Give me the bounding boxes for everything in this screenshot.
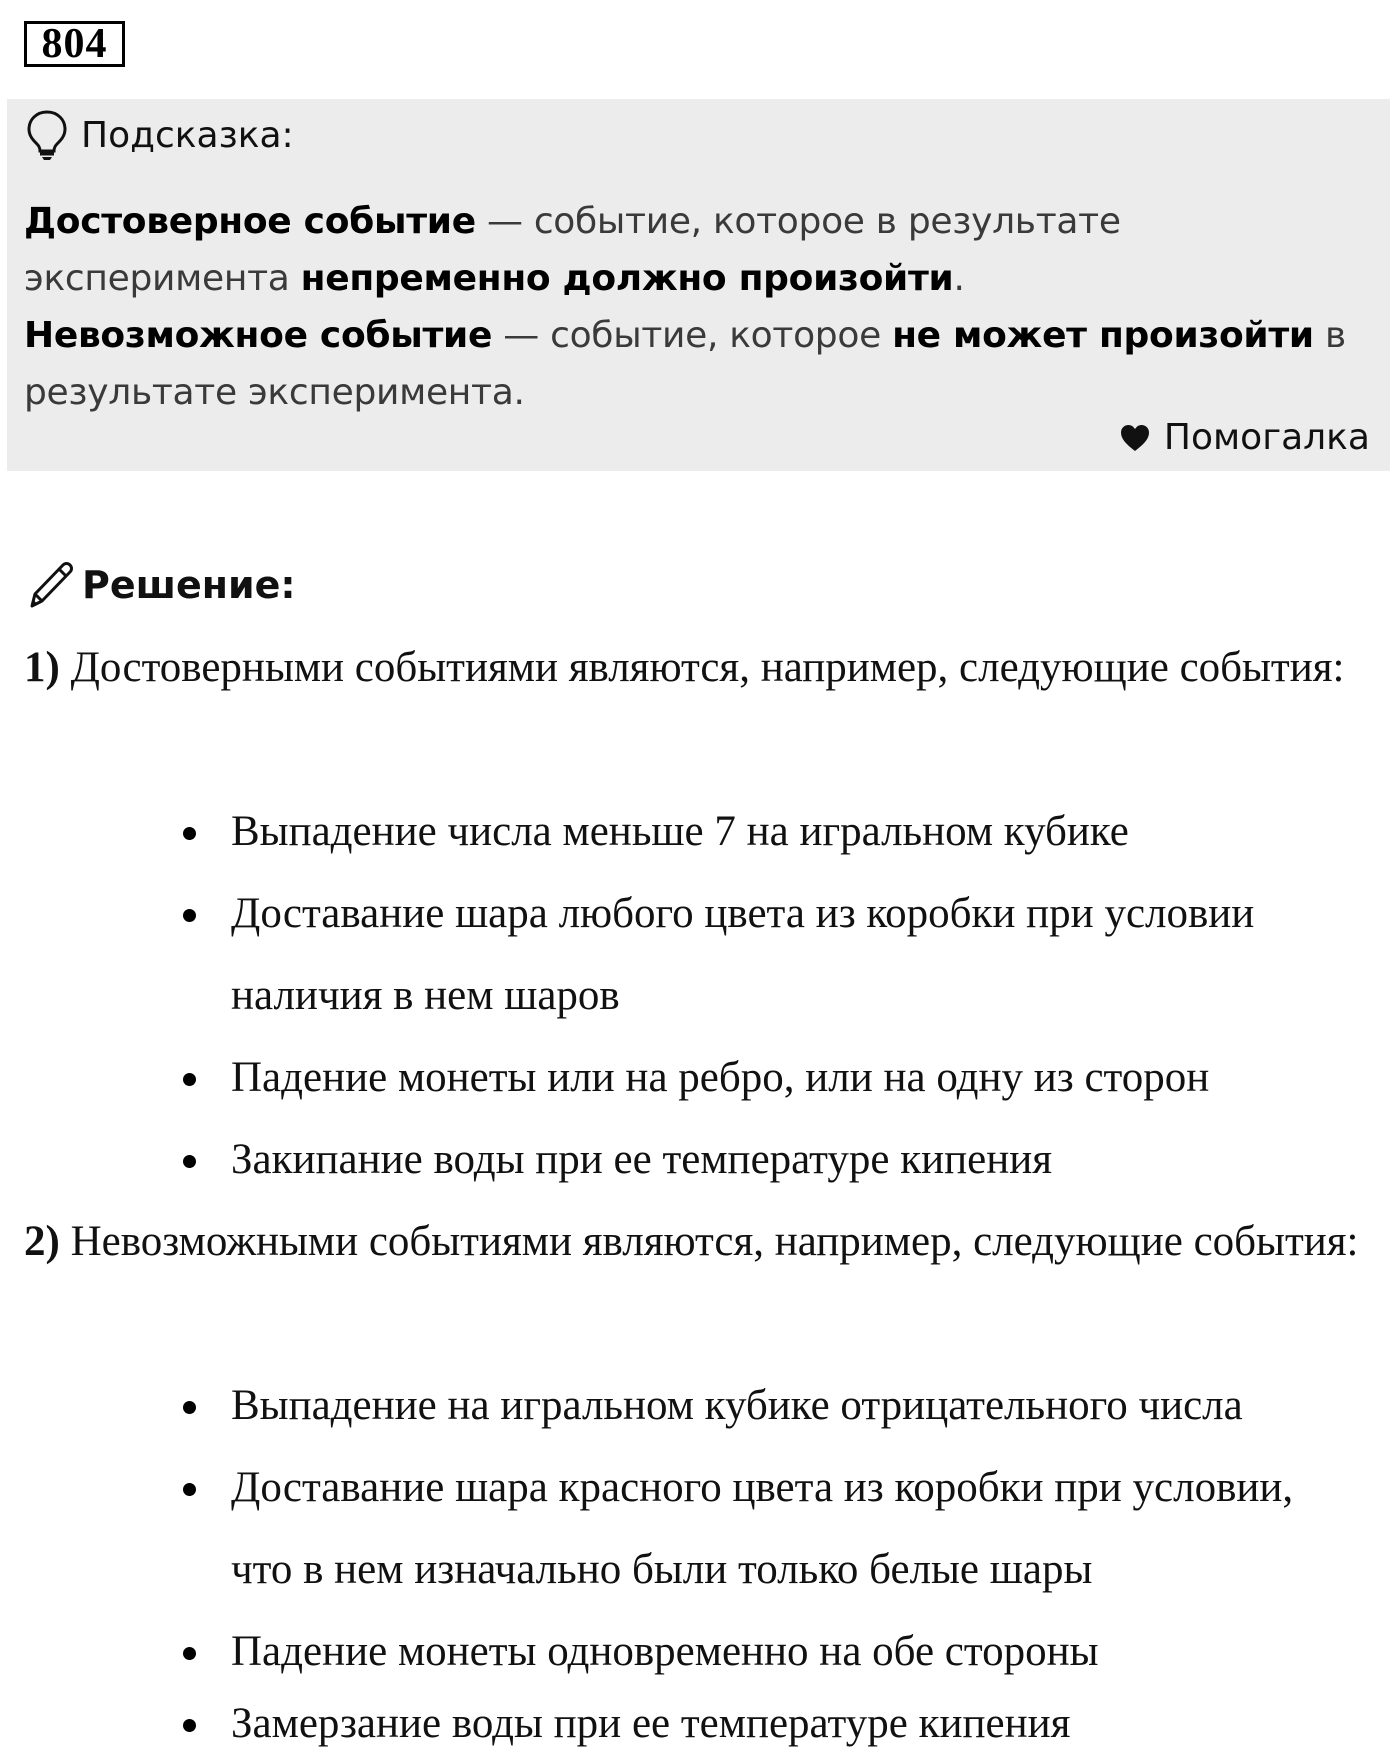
solution-title: Решение: [82,563,296,607]
bullet [183,827,196,840]
part2-intro-text: Невозможными событиями являются, например, следующие события: [59,1218,1359,1265]
lightbulb-icon [25,109,69,161]
hint-definitions [24,193,1374,421]
part1-intro [24,627,1364,709]
pencil-icon [26,557,76,613]
part1-intro-text: Достоверными событиями являются, например, следующие события: [59,644,1345,691]
list-item [0,1611,1361,1693]
bullet [183,1483,196,1496]
sure-event-term: Достоверное событие [24,201,476,242]
list-item-text: Выпадение числа меньше 7 на игральном кубике [231,808,1129,855]
sure-event-emphasis: непременно должно произойти [300,258,954,299]
impossible-event-term: Невозможное событие [24,315,493,356]
list-item [0,1119,1361,1201]
list-item-text: Замерзание воды при ее температуре кипения [231,1700,1071,1747]
part1-number: 1) [24,644,60,691]
task-number: 804 [24,21,125,67]
list-item [0,1037,1361,1119]
list-item-text: Доставание шара любого цвета из коробки при условии наличия в нем шаров [231,890,1255,1019]
list-item [0,873,1361,1037]
pomogalka-footer [1120,417,1370,458]
bullet [183,1401,196,1414]
sure-event-end: . [953,258,965,299]
hint-box [7,99,1390,471]
list-item-text: Падение монеты одновременно на обе стороны [231,1628,1099,1675]
heart-icon [1120,424,1150,452]
part2-list [0,1365,1400,1755]
impossible-event-definition: — событие, которое [492,315,893,356]
impossible-event-end: в результате эксперимента. [24,315,1346,413]
bullet [183,1073,196,1086]
hint-title: Подсказка: [81,114,294,156]
list-item-text: Закипание воды при ее температуре кипения [231,1136,1052,1183]
list-item [0,1447,1361,1611]
bullet [183,1647,196,1660]
footer-label: Помогалка [1163,417,1370,458]
bullet [183,1719,196,1732]
hint-header [25,109,294,161]
part1-list [0,791,1400,1201]
list-item-text: Доставание шара красного цвета из коробки при условии, что в нем изначально были только белые шары [231,1464,1294,1593]
list-item-text: Выпадение на игральном кубике отрицательного числа [231,1382,1243,1429]
list-item [0,791,1361,873]
bullet [183,909,196,922]
sure-event-definition: — событие, которое в результате эксперимента [24,201,1121,299]
part2-number: 2) [24,1218,60,1265]
list-item [0,1365,1361,1447]
part2-intro [24,1201,1364,1283]
list-item-text: Падение монеты или на ребро, или на одну из сторон [231,1054,1210,1101]
solution-header [26,555,296,615]
impossible-event-emphasis: не может произойти [892,315,1314,356]
list-item [0,1693,1361,1755]
bullet [183,1155,196,1168]
